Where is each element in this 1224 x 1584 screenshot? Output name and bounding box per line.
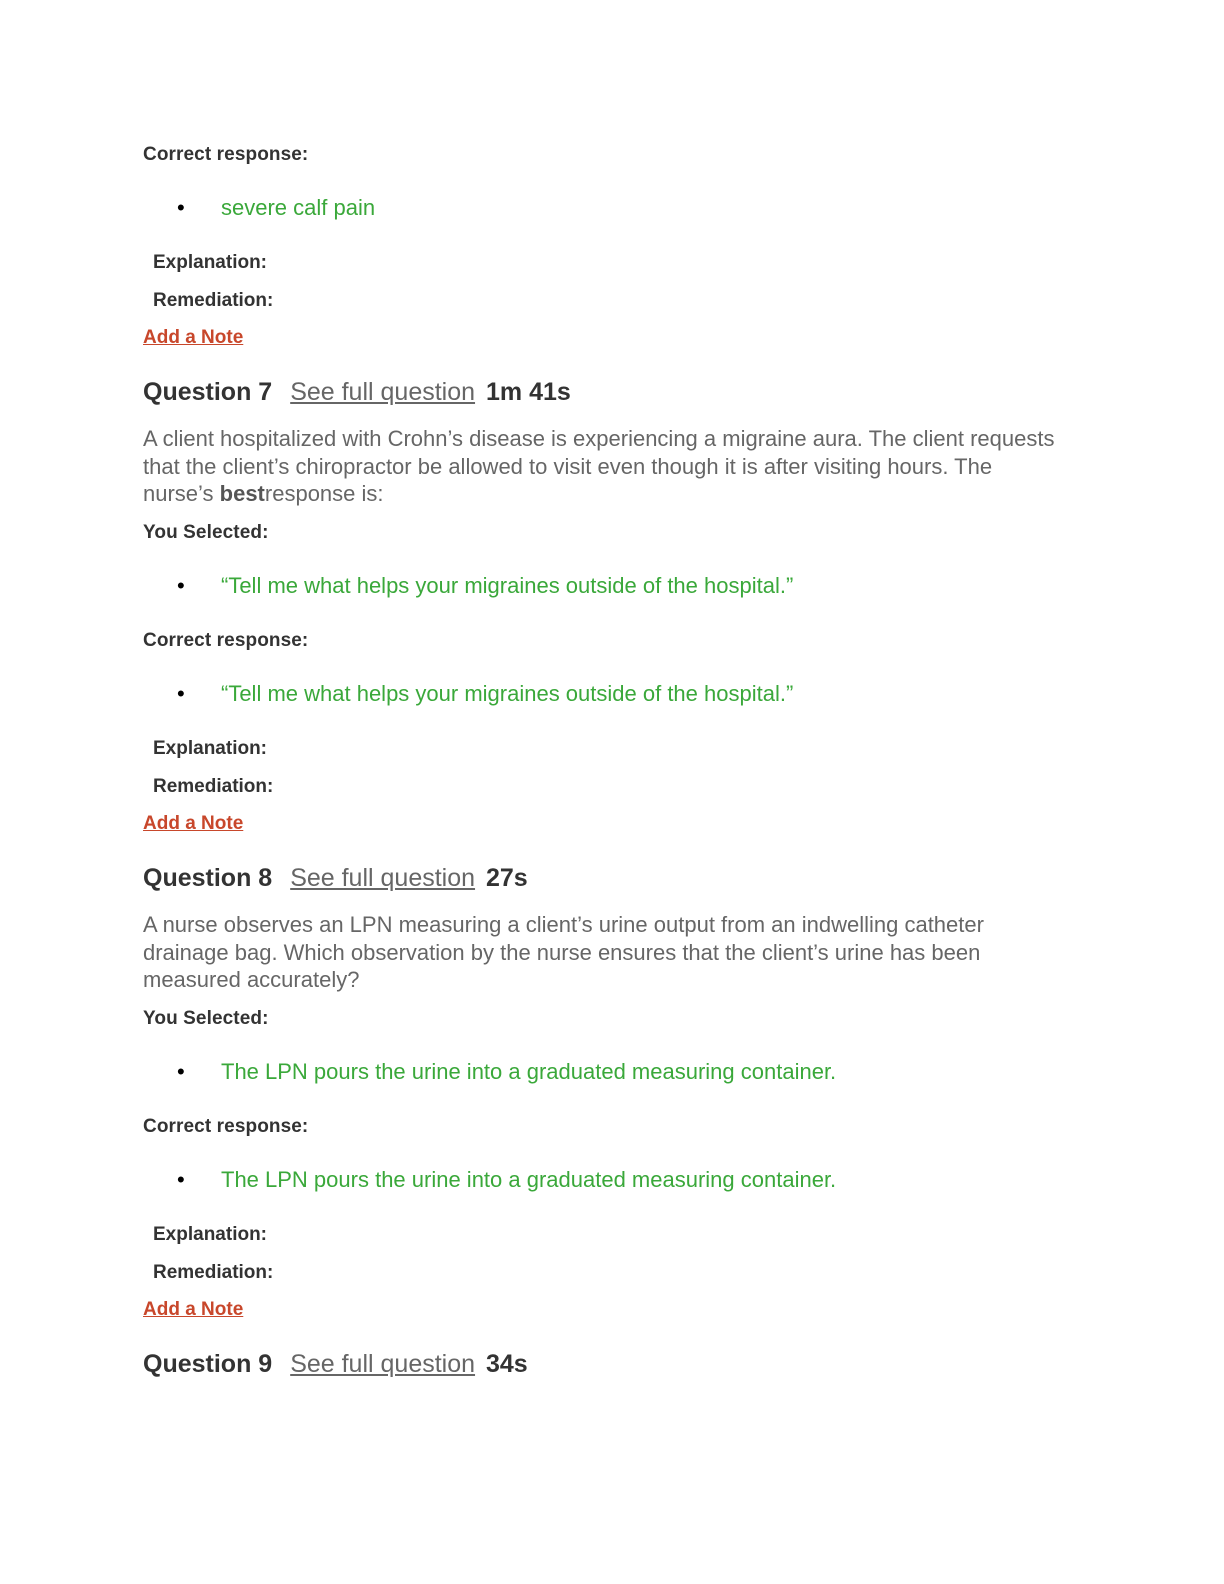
bullet-icon: • — [177, 1167, 185, 1192]
question-9-title: Question 9 — [143, 1350, 273, 1378]
question-7-text-part2: response is: — [264, 481, 384, 506]
selected-answer-text: The LPN pours the urine into a graduated measuring container. — [221, 1059, 837, 1084]
correct-answer-item — [177, 195, 375, 221]
correct-answer-item — [177, 681, 793, 707]
question-7-text-bold: best — [219, 481, 265, 506]
question-7-time: 1m 41s — [486, 378, 571, 406]
correct-response-label: Correct response: — [143, 144, 309, 165]
explanation-label: Explanation: — [153, 738, 268, 759]
bullet-icon: • — [177, 573, 185, 598]
question-8-text: A nurse observes an LPN measuring a client’s urine output from an indwelling catheter drainage bag. Which observation by the nurse ensures that the client’s urine has been measured accurately? — [143, 912, 984, 992]
remediation-label: Remediation: — [153, 776, 274, 797]
explanation-label: Explanation: — [153, 252, 268, 273]
bullet-icon: • — [177, 1059, 185, 1084]
question-7-text — [143, 425, 1063, 508]
question-8-title: Question 8 — [143, 864, 273, 892]
question-7-text-part1: A client hospitalized with Crohn’s disease is experiencing a migraine aura. The client requests that the client’s chiropractor be allowed to visit even though it is after visiting hours. The nurse’s — [143, 426, 1055, 506]
question-7-header — [143, 378, 571, 407]
selected-answer-text: “Tell me what helps your migraines outside of the hospital.” — [221, 573, 794, 598]
remediation-label: Remediation: — [153, 1262, 274, 1283]
correct-answer-text: The LPN pours the urine into a graduated measuring container. — [221, 1167, 837, 1192]
you-selected-label: You Selected: — [143, 522, 269, 543]
you-selected-label: You Selected: — [143, 1008, 269, 1029]
question-9-time: 34s — [486, 1350, 528, 1378]
see-full-question-9-link[interactable]: See full question — [290, 1350, 476, 1378]
correct-response-label: Correct response: — [143, 630, 309, 651]
question-9-header — [143, 1350, 528, 1379]
bullet-icon: • — [177, 195, 185, 220]
add-note-link[interactable]: Add a Note — [143, 1299, 244, 1320]
question-8-header — [143, 864, 528, 893]
remediation-label: Remediation: — [153, 290, 274, 311]
correct-answer-text: “Tell me what helps your migraines outside of the hospital.” — [221, 681, 794, 706]
correct-answer-text: severe calf pain — [221, 195, 376, 220]
correct-response-label: Correct response: — [143, 1116, 309, 1137]
correct-answer-item — [177, 1167, 836, 1193]
bullet-icon: • — [177, 681, 185, 706]
question-7-title: Question 7 — [143, 378, 273, 406]
see-full-question-7-link[interactable]: See full question — [290, 378, 476, 406]
see-full-question-8-link[interactable]: See full question — [290, 864, 476, 892]
add-note-link[interactable]: Add a Note — [143, 813, 244, 834]
selected-answer-item — [177, 573, 793, 599]
explanation-label: Explanation: — [153, 1224, 268, 1245]
selected-answer-item — [177, 1059, 836, 1085]
question-8-time: 27s — [486, 864, 528, 892]
add-note-link[interactable]: Add a Note — [143, 327, 244, 348]
